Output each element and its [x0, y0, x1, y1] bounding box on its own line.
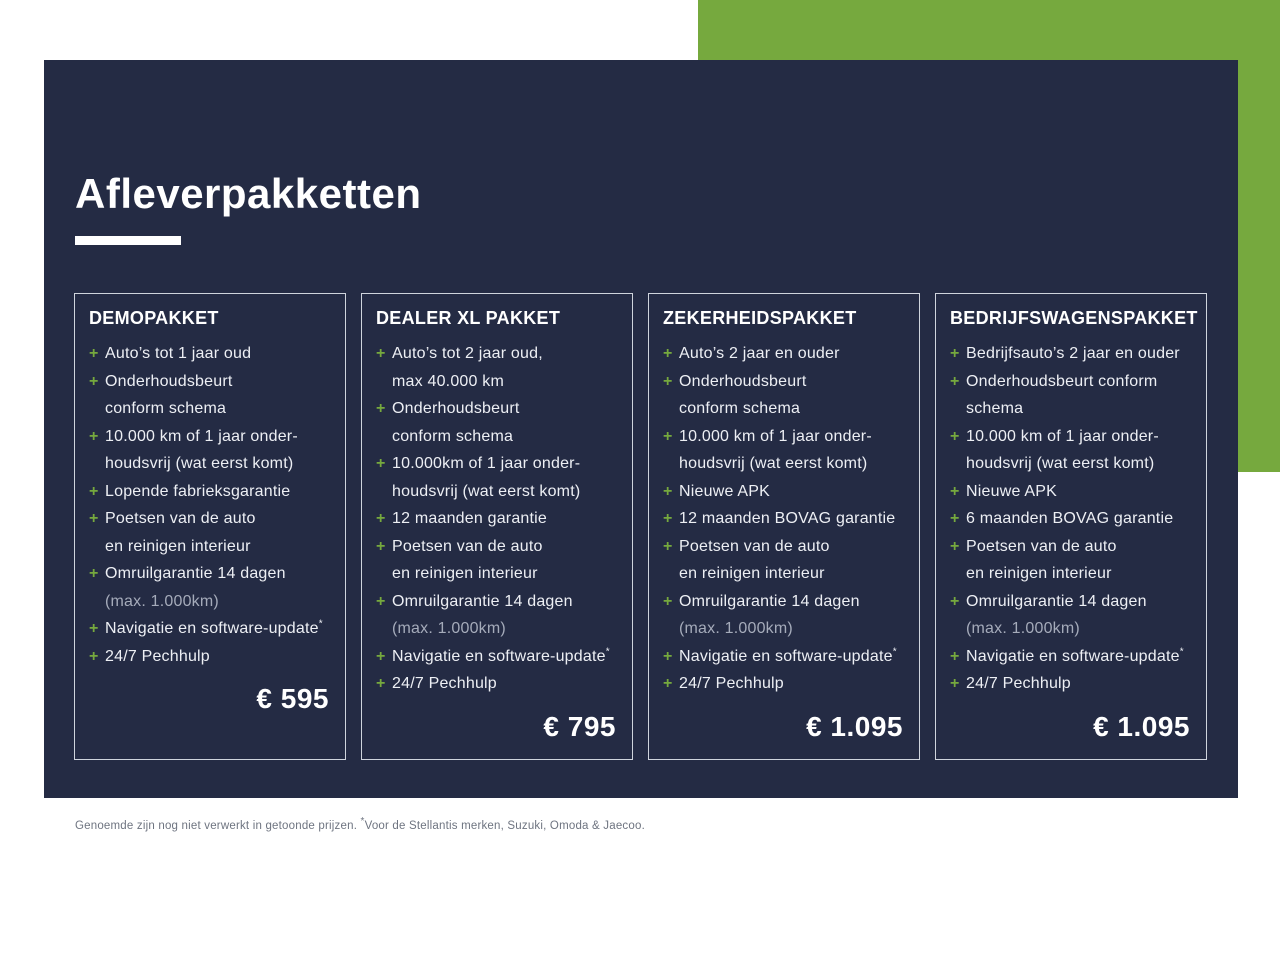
- package-card: [935, 293, 1207, 760]
- plus-icon: +: [663, 647, 673, 665]
- package-item: [89, 560, 331, 615]
- package-card: [361, 293, 633, 760]
- package-item-list: [376, 340, 618, 698]
- item-lines: [679, 588, 905, 643]
- item-line: 10.000km of 1 jaar onder-: [392, 455, 581, 472]
- plus-icon: +: [89, 345, 99, 362]
- package-item: [89, 643, 331, 671]
- package-item: [663, 670, 905, 698]
- footnote: [75, 816, 645, 832]
- item-line: Omruilgarantie 14 dagen: [679, 592, 860, 610]
- package-card: [648, 293, 920, 760]
- package-price: € 795: [543, 710, 616, 742]
- item-lines: [392, 670, 618, 698]
- item-lines: [105, 478, 331, 506]
- item-line: conform schema: [105, 400, 227, 417]
- package-item: [89, 423, 331, 478]
- package-item: [89, 505, 331, 560]
- package-item: [950, 643, 1192, 671]
- package-card: [74, 293, 346, 760]
- plus-icon: +: [376, 510, 386, 527]
- item-line: en reinigen interieur: [105, 537, 251, 555]
- package-item: [950, 670, 1192, 698]
- item-lines: [966, 588, 1192, 643]
- plus-icon: +: [663, 592, 673, 610]
- item-line: houdsvrij (wat eerst komt): [105, 455, 294, 472]
- item-line: houdsvrij (wat eerst komt): [679, 455, 868, 472]
- item-lines: [679, 643, 905, 671]
- package-item: [89, 615, 331, 643]
- item-lines: [105, 340, 331, 368]
- item-line: Poetsen van de auto: [392, 537, 543, 555]
- package-item: [376, 395, 618, 450]
- plus-icon: +: [950, 345, 960, 362]
- item-line: Navigatie en software-update*: [679, 646, 897, 665]
- package-item-list: [663, 340, 905, 698]
- footnote-asterisk: *: [360, 816, 365, 828]
- package-item: [950, 478, 1192, 506]
- page-title: Afleverpakketten: [75, 170, 422, 218]
- plus-icon: +: [950, 510, 960, 527]
- plus-icon: +: [663, 675, 673, 692]
- package-item: [663, 588, 905, 643]
- package-item: [663, 368, 905, 423]
- item-line: 24/7 Pechhulp: [105, 647, 210, 665]
- item-line: Auto’s tot 2 jaar oud,: [392, 345, 543, 362]
- item-lines: [966, 533, 1192, 588]
- slide-panel: [44, 60, 1238, 798]
- package-item: [376, 588, 618, 643]
- package-title: BEDRIJFSWAGENSPAKKET: [950, 308, 1198, 328]
- plus-icon: +: [950, 482, 960, 500]
- package-item: [950, 423, 1192, 478]
- footnote-marker: *: [318, 618, 323, 630]
- item-line: 12 maanden garantie: [392, 510, 548, 527]
- item-line: Onderhoudsbeurt: [105, 372, 233, 390]
- item-line: 6 maanden BOVAG garantie: [966, 510, 1174, 527]
- package-title: DEMOPAKKET: [89, 308, 219, 328]
- item-line: Poetsen van de auto: [679, 537, 830, 555]
- item-lines: [679, 340, 905, 368]
- item-lines: [392, 643, 618, 671]
- plus-icon: +: [376, 675, 386, 692]
- plus-icon: +: [950, 372, 960, 390]
- plus-icon: +: [950, 537, 960, 555]
- package-item: [376, 505, 618, 533]
- package-item: [376, 670, 618, 698]
- item-lines: [966, 505, 1192, 533]
- item-line: houdsvrij (wat eerst komt): [392, 482, 581, 500]
- item-line: (max. 1.000km): [966, 620, 1080, 637]
- item-lines: [679, 478, 905, 506]
- item-lines: [392, 395, 618, 450]
- item-line: Onderhoudsbeurt conform: [966, 372, 1158, 390]
- plus-icon: +: [89, 427, 99, 445]
- item-line: 12 maanden BOVAG garantie: [679, 510, 896, 527]
- plus-icon: +: [89, 620, 99, 637]
- item-line: Navigatie en software-update*: [105, 618, 323, 637]
- plus-icon: +: [89, 647, 99, 665]
- plus-icon: +: [376, 647, 386, 665]
- item-line: Omruilgarantie 14 dagen: [966, 592, 1147, 610]
- package-price: € 1.095: [806, 710, 903, 742]
- plus-icon: +: [376, 537, 386, 555]
- plus-icon: +: [663, 345, 673, 362]
- package-price: € 1.095: [1093, 710, 1190, 742]
- plus-icon: +: [376, 345, 386, 362]
- item-line: (max. 1.000km): [105, 592, 219, 610]
- footnote-marker: *: [605, 646, 610, 658]
- package-item-list: [89, 340, 331, 670]
- item-lines: [105, 505, 331, 560]
- item-line: Nieuwe APK: [966, 482, 1057, 500]
- plus-icon: +: [89, 372, 99, 390]
- title-underline-bar: [75, 236, 181, 245]
- package-item: [950, 505, 1192, 533]
- plus-icon: +: [89, 510, 99, 527]
- plus-icon: +: [89, 482, 99, 500]
- item-lines: [966, 340, 1192, 368]
- item-lines: [966, 478, 1192, 506]
- item-lines: [679, 505, 905, 533]
- plus-icon: +: [663, 427, 673, 445]
- plus-icon: +: [663, 372, 673, 390]
- item-line: Auto’s tot 1 jaar oud: [105, 345, 252, 362]
- item-lines: [679, 368, 905, 423]
- plus-icon: +: [950, 675, 960, 692]
- item-lines: [966, 423, 1192, 478]
- item-lines: [966, 643, 1192, 671]
- plus-icon: +: [950, 427, 960, 445]
- item-line: Omruilgarantie 14 dagen: [392, 592, 573, 610]
- item-lines: [966, 368, 1192, 423]
- item-line: en reinigen interieur: [679, 565, 825, 582]
- package-item-list: [950, 340, 1192, 698]
- item-lines: [392, 533, 618, 588]
- package-item: [376, 533, 618, 588]
- package-item: [89, 368, 331, 423]
- item-line: en reinigen interieur: [966, 565, 1112, 582]
- item-lines: [966, 670, 1192, 698]
- item-line: 10.000 km of 1 jaar onder-: [966, 427, 1159, 445]
- plus-icon: +: [663, 510, 673, 527]
- item-line: Onderhoudsbeurt: [679, 372, 807, 390]
- item-lines: [105, 643, 331, 671]
- item-line: 10.000 km of 1 jaar onder-: [679, 427, 872, 445]
- plus-icon: +: [663, 537, 673, 555]
- footnote-marker: *: [1179, 646, 1184, 658]
- plus-icon: +: [950, 647, 960, 665]
- package-item: [950, 340, 1192, 368]
- item-lines: [105, 423, 331, 478]
- item-line: 24/7 Pechhulp: [392, 675, 497, 692]
- package-item: [950, 588, 1192, 643]
- item-line: Omruilgarantie 14 dagen: [105, 565, 286, 582]
- item-line: conform schema: [392, 427, 514, 445]
- package-item: [950, 368, 1192, 423]
- package-item: [663, 340, 905, 368]
- item-line: max 40.000 km: [392, 372, 504, 390]
- item-lines: [679, 670, 905, 698]
- item-line: Poetsen van de auto: [105, 510, 256, 527]
- footnote-text-2: Voor de Stellantis merken, Suzuki, Omoda & Jaecoo.: [364, 820, 645, 832]
- item-line: 24/7 Pechhulp: [679, 675, 784, 692]
- item-line: schema: [966, 400, 1024, 417]
- plus-icon: +: [376, 592, 386, 610]
- item-lines: [392, 588, 618, 643]
- item-lines: [105, 615, 331, 643]
- item-line: Navigatie en software-update*: [966, 646, 1184, 665]
- item-line: houdsvrij (wat eerst komt): [966, 455, 1155, 472]
- item-line: Auto’s 2 jaar en ouder: [679, 345, 840, 362]
- plus-icon: +: [89, 565, 99, 582]
- package-item: [663, 643, 905, 671]
- item-line: 24/7 Pechhulp: [966, 675, 1071, 692]
- item-line: Lopende fabrieksgarantie: [105, 482, 291, 500]
- item-lines: [679, 423, 905, 478]
- footnote-text-1: Genoemde zijn nog niet verwerkt in getoonde prijzen.: [75, 820, 361, 832]
- package-item: [663, 423, 905, 478]
- item-lines: [392, 450, 618, 505]
- item-lines: [105, 368, 331, 423]
- package-price: € 595: [256, 683, 329, 714]
- package-item: [663, 505, 905, 533]
- item-lines: [105, 560, 331, 615]
- plus-icon: +: [376, 400, 386, 417]
- package-cards-row: [74, 293, 1208, 760]
- plus-icon: +: [376, 455, 386, 472]
- package-item: [663, 478, 905, 506]
- item-lines: [392, 340, 618, 395]
- item-line: 10.000 km of 1 jaar onder-: [105, 427, 298, 445]
- plus-icon: +: [950, 592, 960, 610]
- package-item: [89, 340, 331, 368]
- package-item: [950, 533, 1192, 588]
- item-line: Nieuwe APK: [679, 482, 770, 500]
- package-title: ZEKERHEIDSPAKKET: [663, 308, 857, 328]
- package-item: [89, 478, 331, 506]
- item-line: (max. 1.000km): [679, 620, 793, 637]
- item-lines: [392, 505, 618, 533]
- package-title: DEALER XL PAKKET: [376, 308, 561, 328]
- item-line: Poetsen van de auto: [966, 537, 1117, 555]
- item-line: en reinigen interieur: [392, 565, 538, 582]
- package-item: [376, 340, 618, 395]
- package-item: [376, 643, 618, 671]
- item-line: Navigatie en software-update*: [392, 646, 610, 665]
- item-line: Bedrijfsauto’s 2 jaar en ouder: [966, 345, 1180, 362]
- plus-icon: +: [663, 482, 673, 500]
- item-line: conform schema: [679, 400, 801, 417]
- item-line: (max. 1.000km): [392, 620, 506, 637]
- package-item: [376, 450, 618, 505]
- item-lines: [679, 533, 905, 588]
- package-item: [663, 533, 905, 588]
- item-line: Onderhoudsbeurt: [392, 400, 520, 417]
- footnote-marker: *: [892, 646, 897, 658]
